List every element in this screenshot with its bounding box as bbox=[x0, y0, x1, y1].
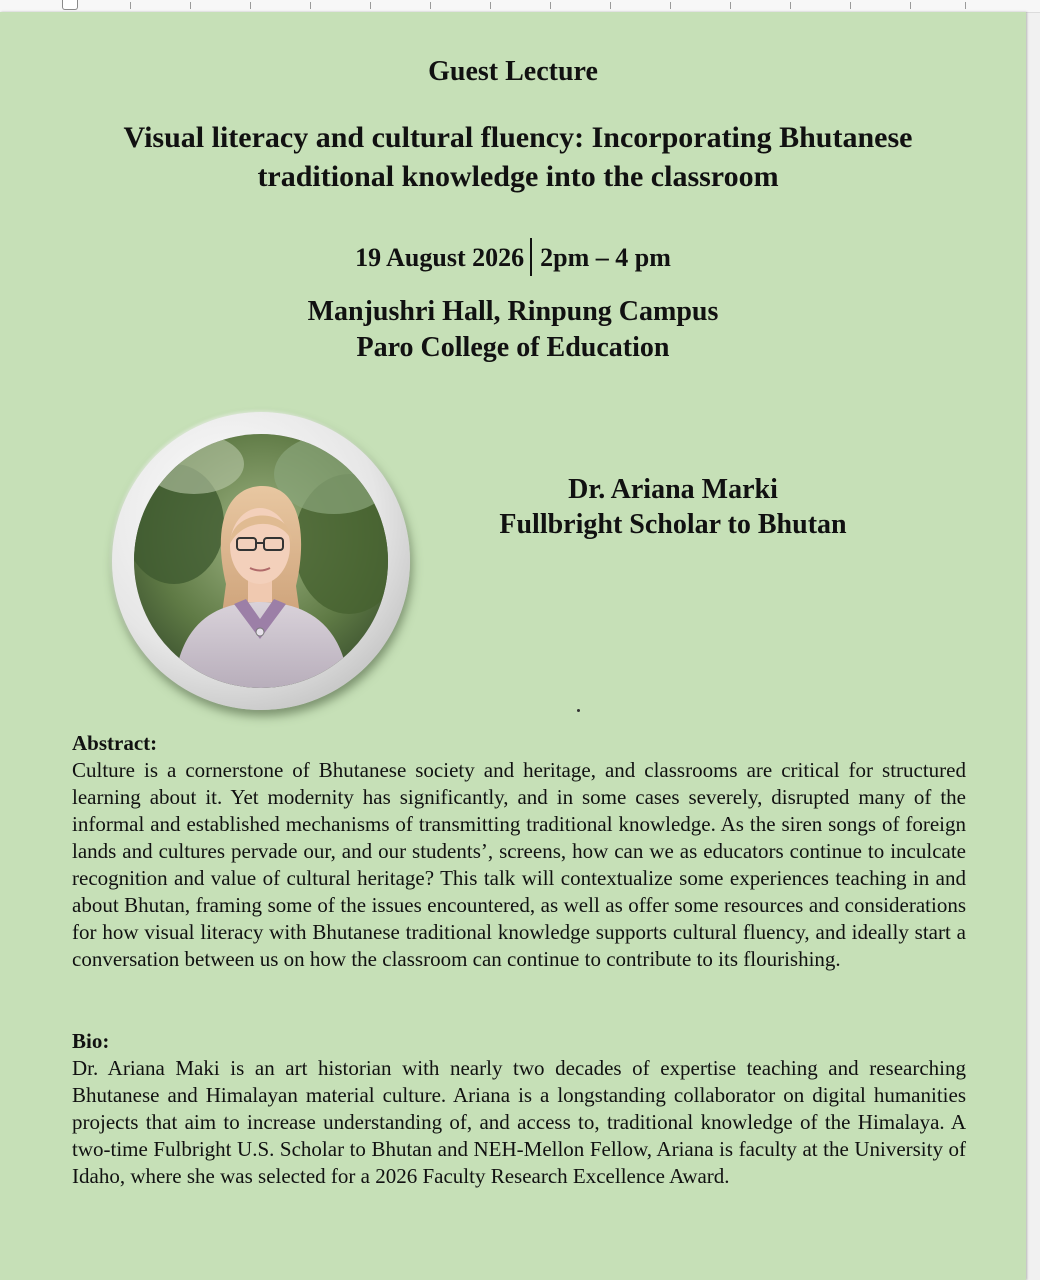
event-date: 19 August 2026 bbox=[355, 243, 525, 272]
stray-dot bbox=[577, 709, 580, 712]
lecture-title: Visual literacy and cultural fluency: Incorporating Bhutanese traditional knowledge into the classroom bbox=[123, 121, 913, 193]
event-date-time bbox=[0, 238, 1026, 276]
speaker-photo bbox=[134, 434, 388, 688]
ruler-tick bbox=[790, 2, 791, 9]
ruler-tick bbox=[310, 2, 311, 9]
abstract-text: Culture is a cornerstone of Bhutanese society and heritage, and classrooms are critical for structured learning about it. Yet modernity has significantly, and in some cases severely, disrupted many of the informal and established mechanisms of transmitting traditional knowledge. As the siren songs of foreign lands and cultures pervade our, and our students’, screens, how can we as educators continue to inculcate recognition and value of cultural heritage? This talk will contextualize some experiences teaching in and about Bhutan, framing some of the issues encountered, as well as offer some resources and considerations for how visual literacy with Bhutanese traditional knowledge supports cultural fluency, and ideally start a conversation between us on how the classroom can continue to contribute to its flourishing. bbox=[72, 758, 966, 971]
ruler-tick bbox=[190, 2, 191, 9]
venue-college: Paro College of Education bbox=[356, 332, 670, 363]
abstract-label: Abstract: bbox=[72, 731, 158, 755]
ruler-tick bbox=[370, 2, 371, 9]
ruler-tick bbox=[965, 2, 966, 9]
document-page[interactable] bbox=[0, 12, 1026, 1280]
ruler-tick bbox=[490, 2, 491, 9]
ruler-tick bbox=[550, 2, 551, 9]
speaker-info bbox=[470, 472, 876, 542]
ruler-tick bbox=[430, 2, 431, 9]
bio-section bbox=[72, 1028, 966, 1190]
speaker-role: Fullbright Scholar to Bhutan bbox=[499, 509, 847, 540]
ruler-tick bbox=[910, 2, 911, 9]
event-time: 2pm – 4 pm bbox=[540, 243, 671, 272]
event-venue bbox=[0, 294, 1026, 366]
abstract-section bbox=[72, 730, 966, 973]
event-heading: Guest Lecture bbox=[428, 56, 598, 87]
bio-text: Dr. Ariana Maki is an art historian with nearly two decades of expertise teaching and researching Bhutanese and Himalayan material culture. Ariana is a longstanding collaborator on digital humanities projects that aim to increase understanding of, and access to, traditional knowledge of the Himalaya. A two-time Fulbright U.S. Scholar to Bhutan and NEH-Mellon Fellow, Ariana is faculty at the University of Idaho, where she was selected for a 2026 Faculty Research Excellence Award. bbox=[72, 1056, 966, 1188]
venue-hall: Manjushri Hall, Rinpung Campus bbox=[307, 296, 719, 327]
bio-label: Bio: bbox=[72, 1029, 110, 1053]
ruler-tick bbox=[670, 2, 671, 9]
ruler-tick bbox=[850, 2, 851, 9]
ruler-tick bbox=[730, 2, 731, 9]
speaker-photo-frame bbox=[112, 412, 410, 710]
ruler-tick bbox=[130, 2, 131, 9]
speaker-name: Dr. Ariana Marki bbox=[568, 474, 778, 505]
ruler-tick bbox=[250, 2, 251, 9]
date-time-separator bbox=[530, 238, 532, 276]
ruler-tick bbox=[610, 2, 611, 9]
indent-marker[interactable] bbox=[62, 0, 78, 10]
